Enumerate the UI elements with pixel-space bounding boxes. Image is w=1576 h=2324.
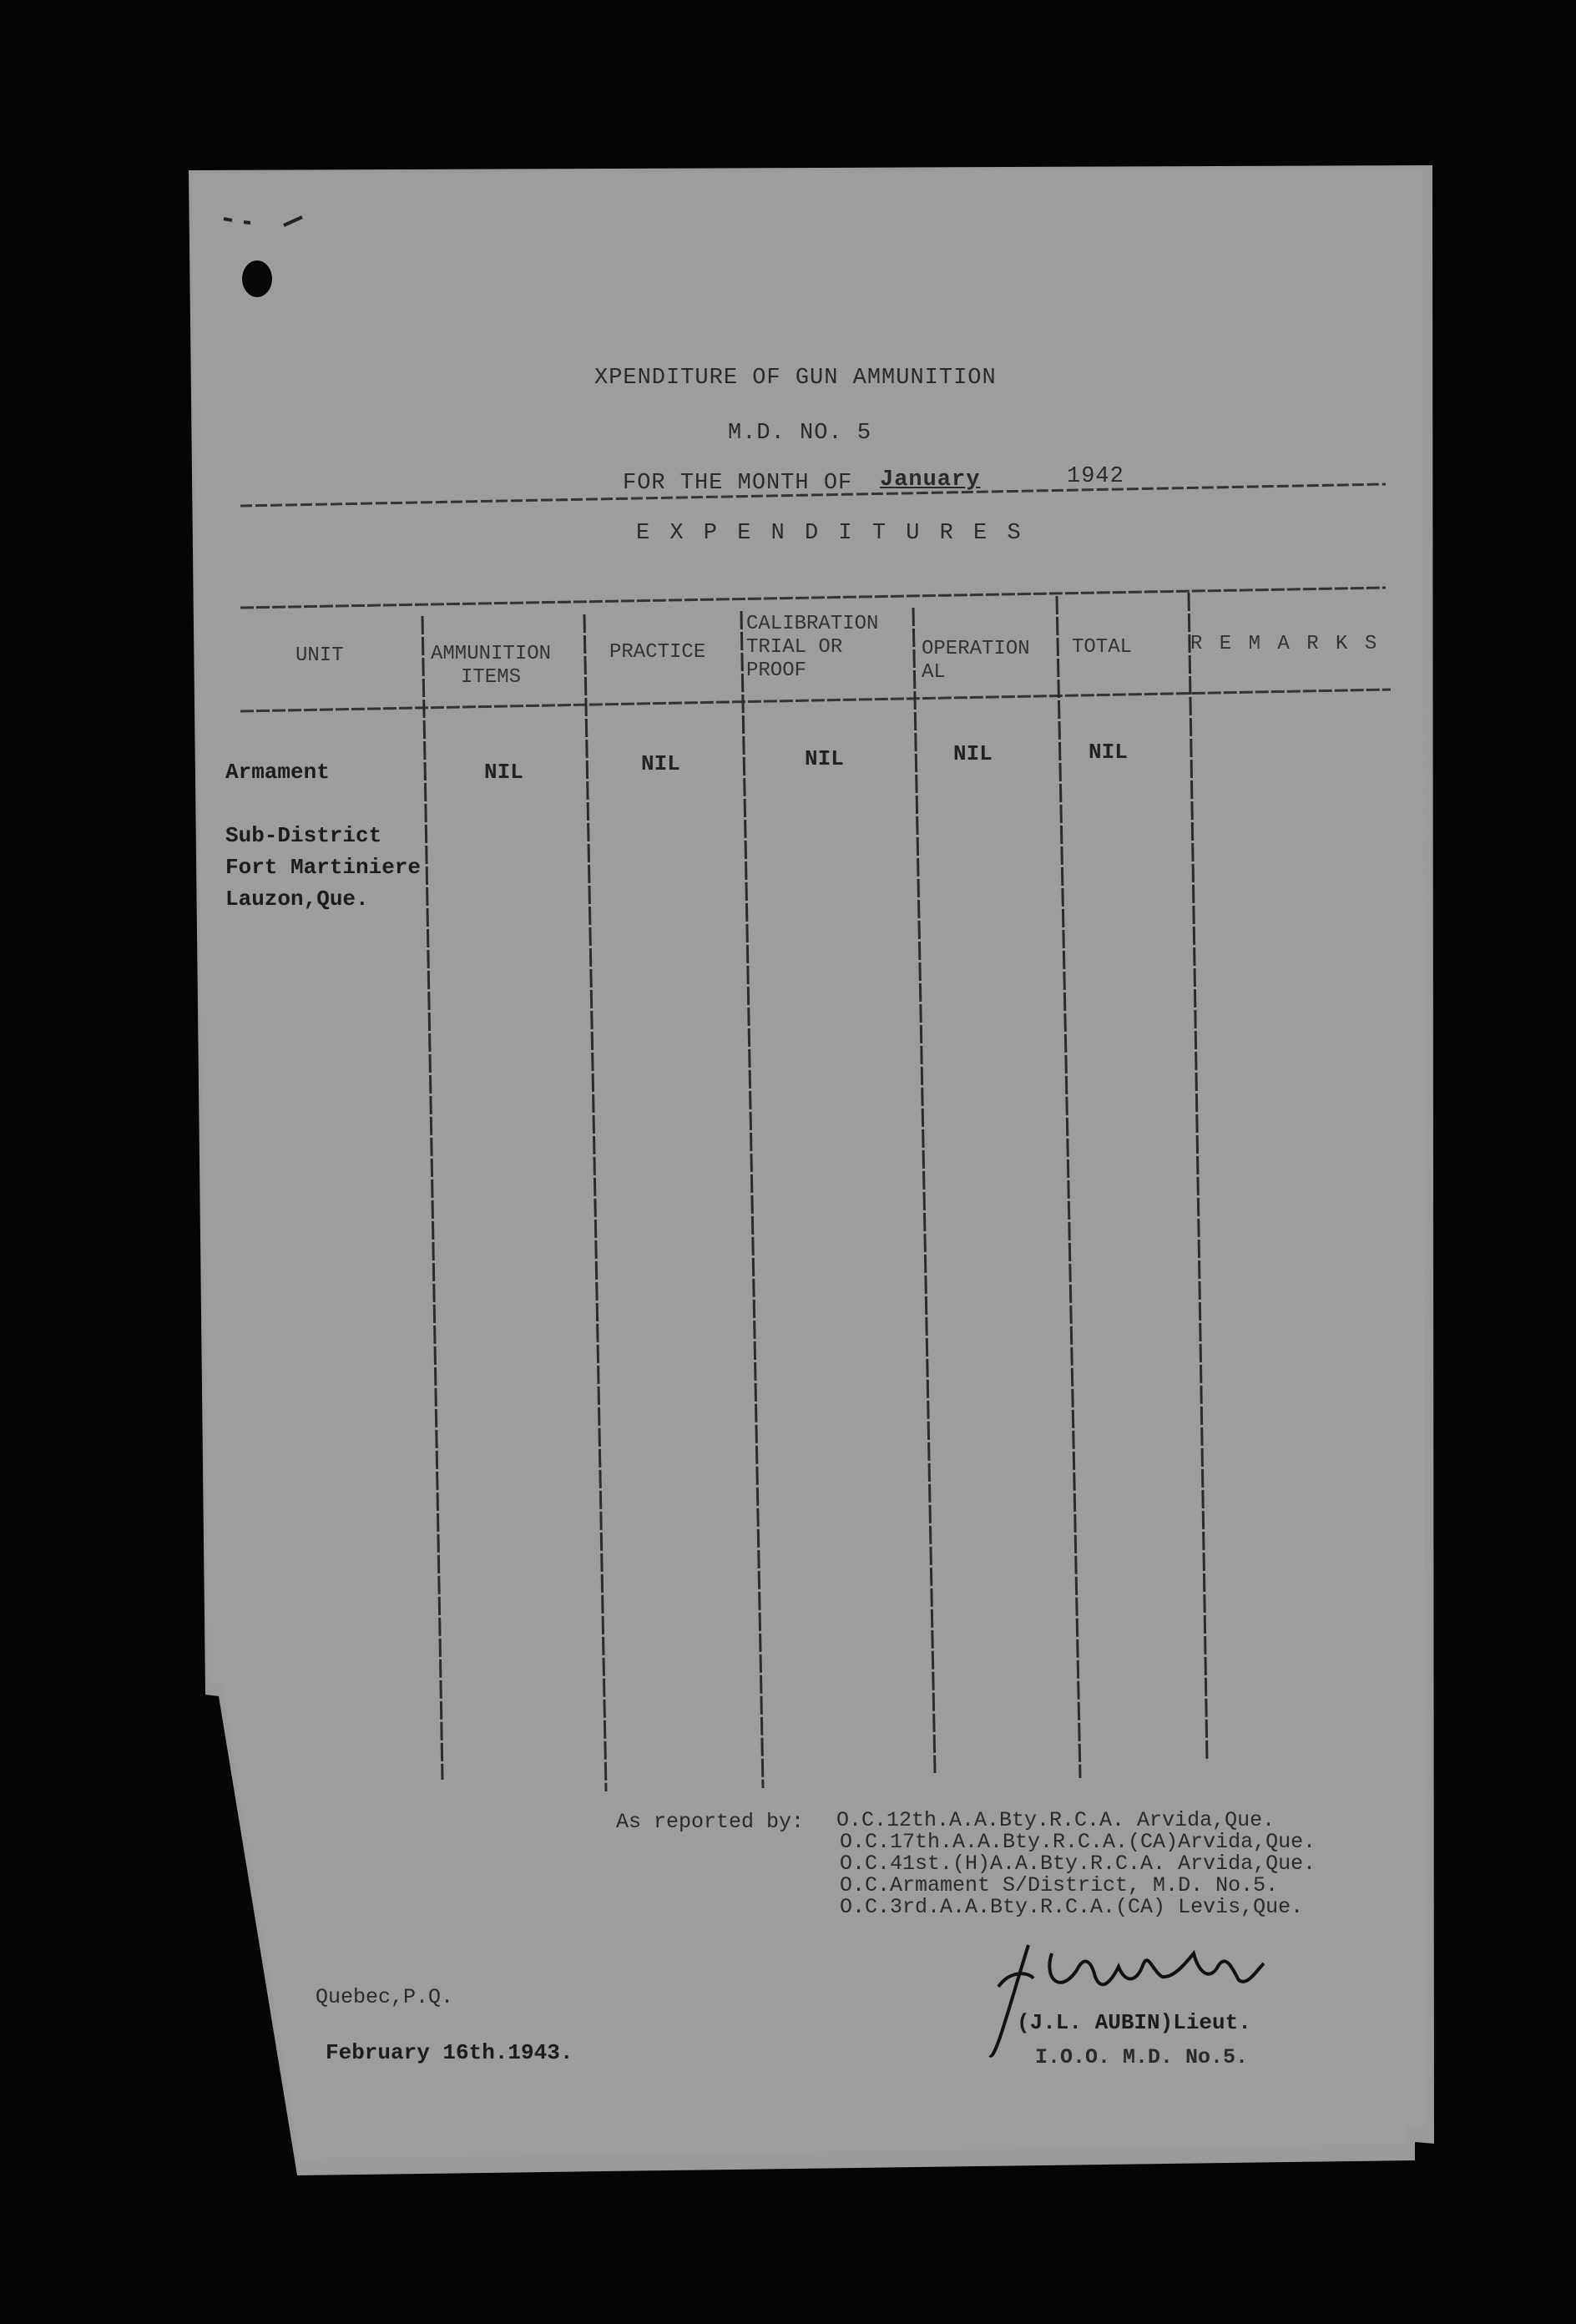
year-value: 1942 xyxy=(1067,464,1124,489)
month-prefix: FOR THE MONTH OF xyxy=(623,471,853,496)
reported-by-line: O.C.3rd.A.A.Bty.R.C.A.(CA) Levis,Que. xyxy=(840,1895,1304,1919)
col-header-unit: UNIT xyxy=(296,644,344,667)
cell-ammunition-items: NIL xyxy=(484,760,523,785)
reported-by-line: O.C.12th.A.A.Bty.R.C.A. Arvida,Que. xyxy=(836,1808,1275,1832)
binder-hole xyxy=(242,260,272,297)
month-value: January xyxy=(880,467,981,493)
signatory-title: I.O.O. M.D. No.5. xyxy=(1035,2045,1249,2069)
row-unit: Armament Sub-District Fort Martiniere Lauzon,Que. xyxy=(225,760,422,912)
reported-by-line: O.C.Armament S/District, M.D. No.5. xyxy=(840,1873,1279,1897)
signatory-name: (J.L. AUBIN)Lieut. xyxy=(1017,2010,1251,2035)
col-header-ammunition-items: AMMUNITION ITEMS xyxy=(431,643,552,689)
date-label: February 16th.1943. xyxy=(326,2040,573,2065)
col-header-calibration: CALIBRATION TRIAL OR PROOF xyxy=(746,613,879,682)
section-heading: E X P E N D I T U R E S xyxy=(636,521,1024,546)
cell-practice: NIL xyxy=(641,751,680,776)
reported-by-line: O.C.41st.(H)A.A.Bty.R.C.A. Arvida,Que. xyxy=(840,1852,1316,1876)
place-label: Quebec,P.Q. xyxy=(316,1985,454,2009)
col-header-operational: OPERATION AL xyxy=(922,638,1030,684)
reported-by-line: O.C.17th.A.A.Bty.R.C.A.(CA)Arvida,Que. xyxy=(840,1830,1316,1854)
cell-operational: NIL xyxy=(953,741,993,766)
col-header-remarks: R E M A R K S xyxy=(1190,633,1380,655)
reported-by-label: As reported by: xyxy=(616,1810,805,1834)
col-header-practice: PRACTICE xyxy=(609,641,706,664)
cell-calibration: NIL xyxy=(805,746,844,771)
col-header-total: TOTAL xyxy=(1072,636,1133,659)
document-title: XPENDITURE OF GUN AMMUNITION xyxy=(594,366,997,391)
district-label: M.D. NO. 5 xyxy=(728,421,872,446)
cell-total: NIL xyxy=(1089,740,1128,765)
